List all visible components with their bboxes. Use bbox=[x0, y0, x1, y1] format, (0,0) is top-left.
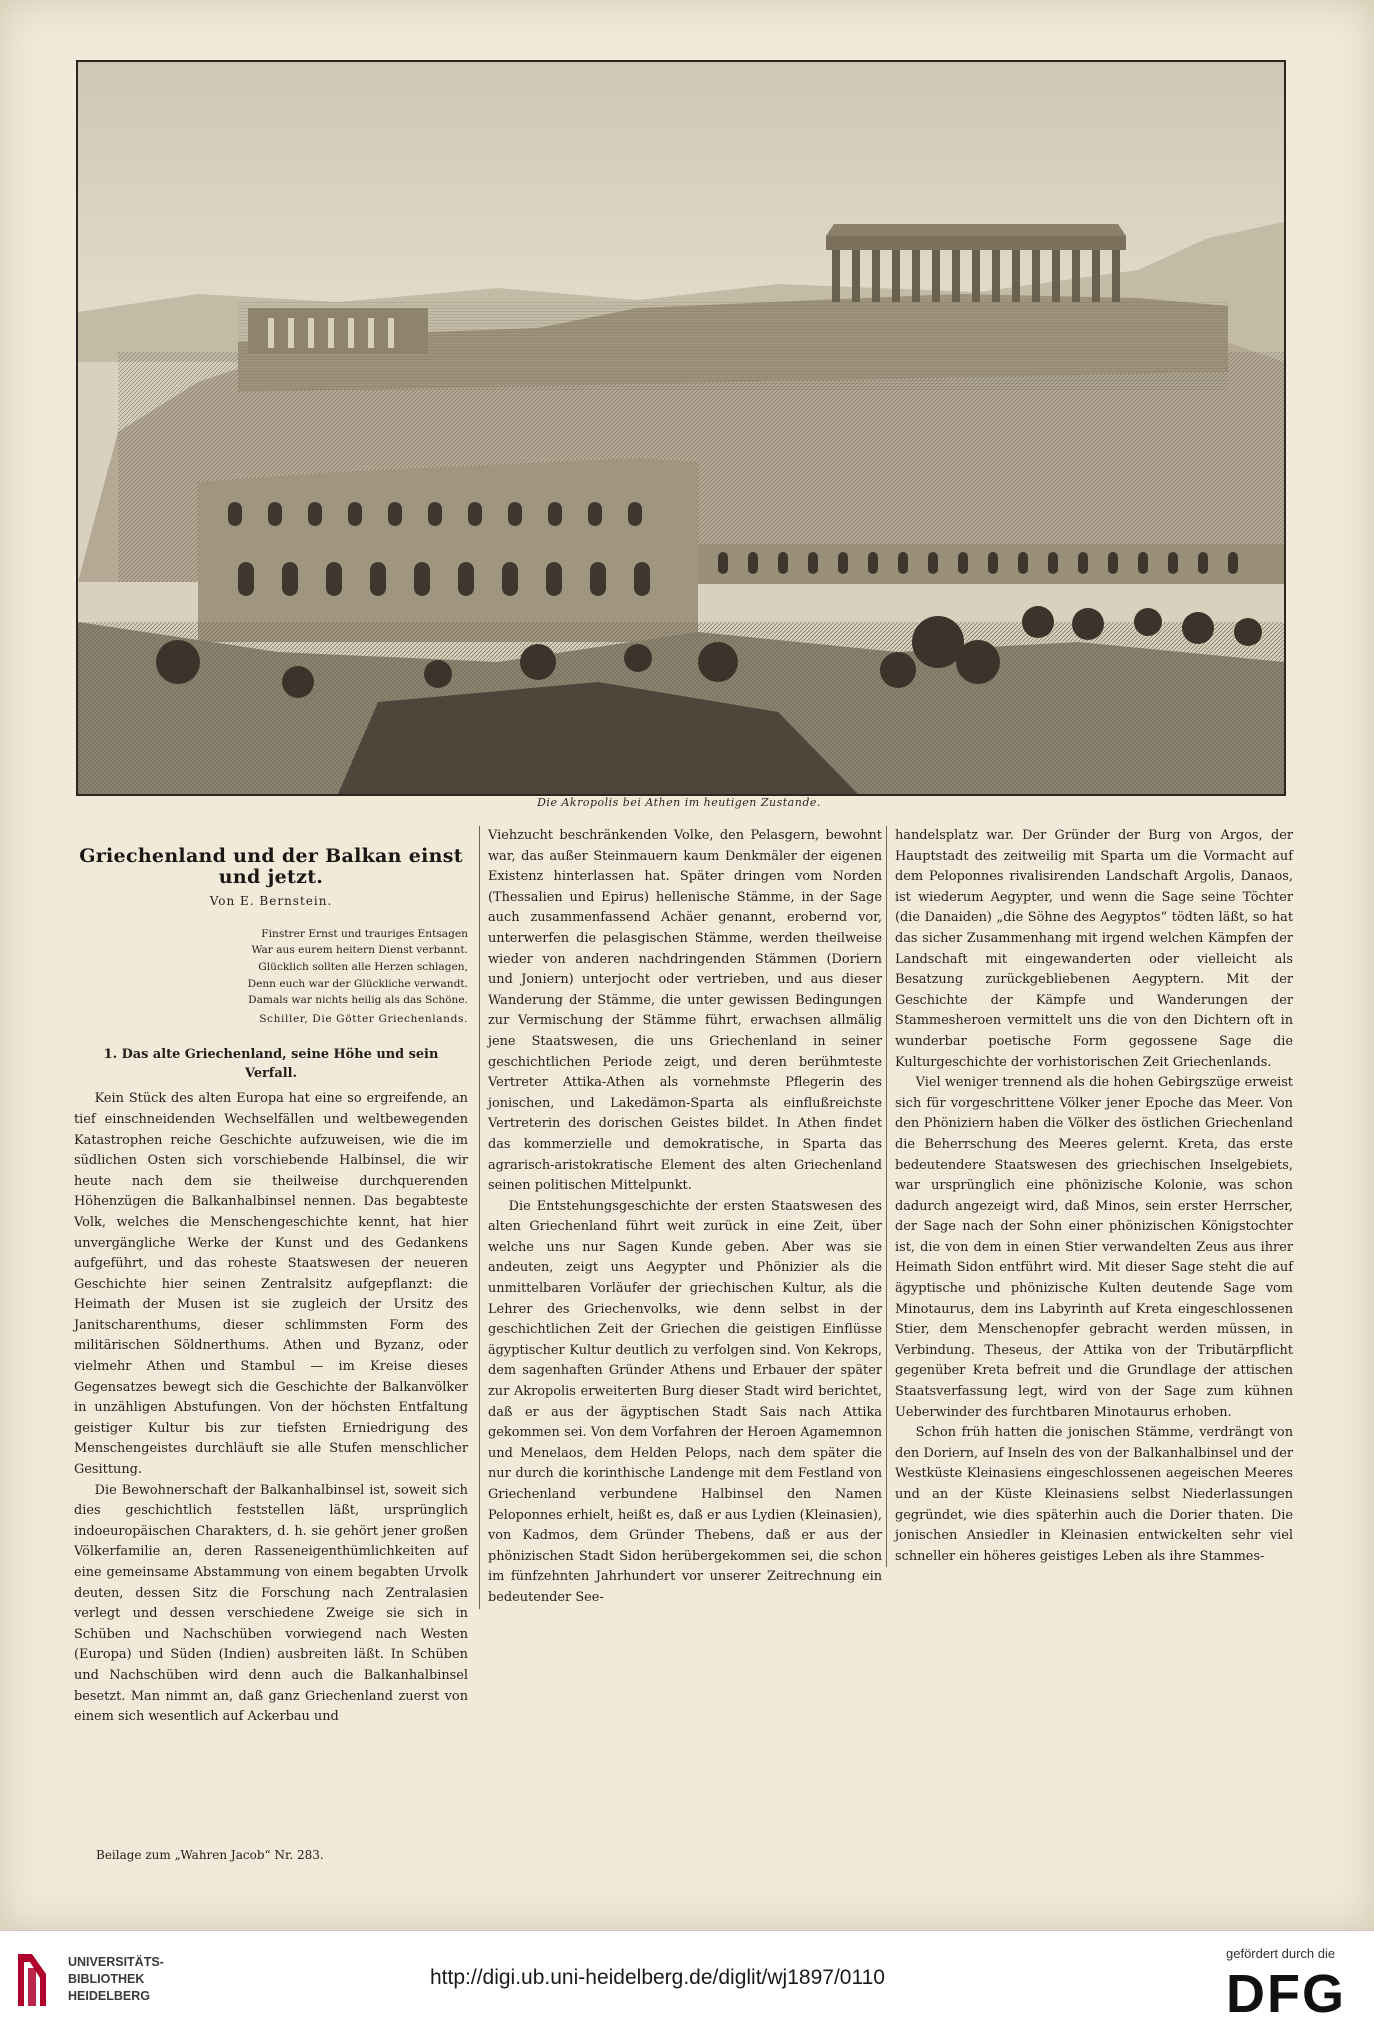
article-column-1 bbox=[74, 826, 468, 1728]
dfg-logo-icon[interactable]: DFG bbox=[1226, 1964, 1346, 2024]
section-heading: 1. Das alte Griechenland, seine Höhe und sein Verfall. bbox=[103, 1047, 439, 1082]
article-column-2 bbox=[479, 826, 882, 1609]
image-caption: Die Akropolis bei Athen im heutigen Zustande. bbox=[537, 796, 821, 809]
acropolis-engraving bbox=[76, 60, 1286, 796]
institution-line: HEIDELBERG bbox=[68, 1989, 150, 2003]
university-logo-icon[interactable] bbox=[14, 1948, 54, 2012]
funding-label: gefördert durch die bbox=[1226, 1946, 1336, 1961]
paragraph: Viel weniger trennend als die hohen Gebirgszüge erweist sich für vorgeschrittene Völker jener Epoche das Meer. Von den Phöniziern haben die Völker des östlichen Griechenland die Beherrschung des Meeres gelernt. Kreta, das erste bedeutendere Staatswesen des griechischen Inselgebiets, war ursprünglich eine phönizische Kolonie, was schon dadurch angezeigt wird, daß Minos, sein erster Herrscher, der Sage nach der Sohn einer phönizischen Königstochter ist, die von dem in einen Stier verwandelten Zeus aus ihrer Heimath Sidon entführt wird. Mit dieser Sage steht die auf ägyptische und phönizische Kulten deutende Sage vom Minotaurus, dem ins Labyrinth auf Kreta eingeschlossenen Stier, dem Menschenopfer gebracht werden müssen, in Verbindung. Theseus, der Attika von der Tributärpflicht gegenüber Kreta befreit und die Grundlage der attischen Staatsverfassung legt, wird von der Sage zum kühnen Ueberwinder des furchtbaren Minotaurus erhoben. bbox=[895, 1075, 1293, 1420]
paragraph: Viehzucht beschränkenden Volke, den Pelasgern, bewohnt war, das außer Steinmauern kaum Denkmäler der eigenen Existenz hinterlassen hat. Später dringen vom Norden (Thessalien und Epirus) hellenische Stämme, in der Sage auch zusammenfassend Achäer genannt, erobernd vor, unterwerfen die pelasgischen Stämme, werden theilweise wieder von anderen nachdringenden Stämmen (Doriern und Joniern) unterjocht oder vertrieben, und aus dieser Wanderung der Stämme, die unter gewissen Bedingungen zur Vermischung der Stämme führt, erwachsen allmälig jene Staatswesen, die uns Griechenland in seiner geschichtlichen Periode zeigt, und deren berühmteste Vertreter Attika-Athen als vornehmste Pflegerin des jonischen, und Lakedämon-Sparta als einflußreichste Vertreterin des dorischen Geistes bildet. In Athen findet das kommerzielle und demokratische, in Sparta das agrarisch-aristokratische Element des alten Griechenland seinen politischen Mittelpunkt. bbox=[488, 828, 882, 1194]
motto-line: Glücklich sollten alle Herzen schlagen, bbox=[258, 960, 468, 973]
motto-line: Damals war nichts heilig als das Schöne. bbox=[248, 994, 468, 1007]
paragraph: handelsplatz war. Der Gründer der Burg von Argos, der Hauptstadt des zeitweilig mit Sparta um die Vormacht auf dem Peloponnes rivalisirenden Landschaft Argolis, Danaos, ist wiederum Aegypter, und wenn die Sage seine Töchter (die Danaiden) „die Söhne des Aegyptos“ tödten läßt, so hat das sicher Zusammenhang mit irgend welchen Kämpfen der Landschaft mit eingewanderten oder vielleicht als Besatzung zurückgebliebenen Aegyptern. Mit der Geschichte der Kämpfe und Wanderungen der Stammesheroen vermittelt uns die von den Dichtern oft in wunderbar poetische Form gegossene Sage die Kulturgeschichte der vorhistorischen Zeit Griechenlands. bbox=[895, 828, 1293, 1070]
institution-line: UNIVERSITÄTS- bbox=[68, 1955, 164, 1969]
paragraph: Die Entstehungsgeschichte der ersten Staatswesen des alten Griechenland führt weit zurück in eine Zeit, über welche uns nur Sagen Kunde geben. Aber was sie andeuten, zeigt uns Aegypter und Phönizier als die unmittelbaren Vorläufer der griechischen Kultur, als die Lehrer des Griechenvolks, wie denn selbst in der geschichtlichen Zeit der Griechen die geistigen Einflüsse ägyptischer Kultur deutlich zu verfolgen sind. Von Kekrops, dem sagenhaften Gründer Athens und Erbauer der später zur Akropolis erweiterten Burg dieser Stadt wird berichtet, daß er aus der ägyptischen Stadt Sais nach Attika gekommen sei. Von dem Vorfahren der Heroen Agamemnon und Menelaos, dem Helden Pelops, nach dem später die nur durch die korinthische Landenge mit dem Festland von Griechenland verbundene Halbinsel den Namen Peloponnes erhielt, heißt es, daß er aus Lydien (Kleinasien), von Kadmos, dem Gründer Thebens, daß er aus der phönizischen Stadt Sidon herübergekommen sei, die schon im fünfzehnten Jahrhundert vor unserer Zeitrechnung ein bedeutender See- bbox=[488, 1198, 882, 1605]
paragraph: Kein Stück des alten Europa hat eine so ergreifende, an tief einschneidenden Wechselfällen und weltbewegenden Katastrophen reiche Geschichte aufzuweisen, wie die im südlichen Osten sich vorschiebende Halbinsel, die wir heute nach dem sie theilweise durchquerenden Höhenzügen die Balkanhalbinsel nennen. Das begabteste Volk, welches die Menschengeschichte kennt, hat hier unvergängliche Werke der Kunst und des Gedankens aufgeführt, und das roheste Staatswesen der neueren Geschichte hier seinen Zentralsitz aufgepflanzt: die Heimath der Musen ist sie zugleich der Ursitz des Janitscharenthums, dieser schlimmsten Form des militärischen Söldnerthums. Athen und Byzanz, oder vielmehr Athen und Stambul — im Kreise dieses Gegensatzes bewegt sich die Geschichte der Balkanvölker in unzähligen Abstufungen. Von der höchsten Entfaltung geistiger Kultur bis zur tiefsten Erniedrigung des Menschengeistes durchläuft sie alle Stufen menschlicher Gesittung. bbox=[74, 1091, 468, 1478]
article-column-3 bbox=[886, 826, 1293, 1567]
motto-source: Schiller, Die Götter Griechenlands. bbox=[259, 1012, 468, 1025]
engraving-illustration bbox=[78, 62, 1284, 794]
motto-line: Denn euch war der Glückliche verwandt. bbox=[247, 977, 468, 990]
motto-verse bbox=[138, 926, 468, 1028]
paragraph: Schon früh hatten die jonischen Stämme, verdrängt von den Doriern, auf Inseln des von der Balkanhalbinsel und der Westküste Kleinasiens eingeschlossenen aegeischen Meeres und an der Küste Kleinasiens selbst Niederlassungen gegründet, wie dies späterhin auch die Dorier thaten. Die jonischen Ansiedler in Kleinasien entwickelten sehr viel schneller ein höheres geistiges Leben als ihre Stammes- bbox=[895, 1425, 1293, 1564]
institution-line: BIBLIOTHEK bbox=[68, 1972, 145, 1986]
institution-name[interactable] bbox=[68, 1954, 164, 2005]
article-author: Von E. Bernstein. bbox=[209, 894, 333, 909]
supplement-note: Beilage zum „Wahren Jacob“ Nr. 283. bbox=[96, 1848, 324, 1862]
permalink-url[interactable]: http://digi.ub.uni-heidelberg.de/diglit/wj1897/0110 bbox=[430, 1966, 885, 1989]
article-title: Griechenland und der Balkan einst und jetzt. bbox=[79, 845, 463, 888]
paragraph: Die Bewohnerschaft der Balkanhalbinsel ist, soweit sich dies geschichtlich feststellen läßt, ursprünglich indoeuropäischen Charakters, d. h. sie gehört jener großen Völkerfamilie an, deren Rasseneigenthümlichkeiten auf eine gemeinsame Abstammung von einem begabten Urvolk deuten, dessen Sitz die Forschung nach Zentralasien verlegt und dessen verschiedene Zweige sie sich in Schüben und Nachschüben vorwiegend nach Westen (Europa) und Süden (Indien) ausbreiten läßt. In Schüben und Nachschüben wird denn auch die Balkanhalbinsel besetzt. Man nimmt an, daß ganz Griechenland zuerst von einem sich wesentlich auf Ackerbau und bbox=[74, 1482, 468, 1725]
motto-line: Finstrer Ernst und trauriges Entsagen bbox=[261, 927, 468, 940]
motto-line: War aus eurem heitern Dienst verbannt. bbox=[251, 944, 468, 957]
